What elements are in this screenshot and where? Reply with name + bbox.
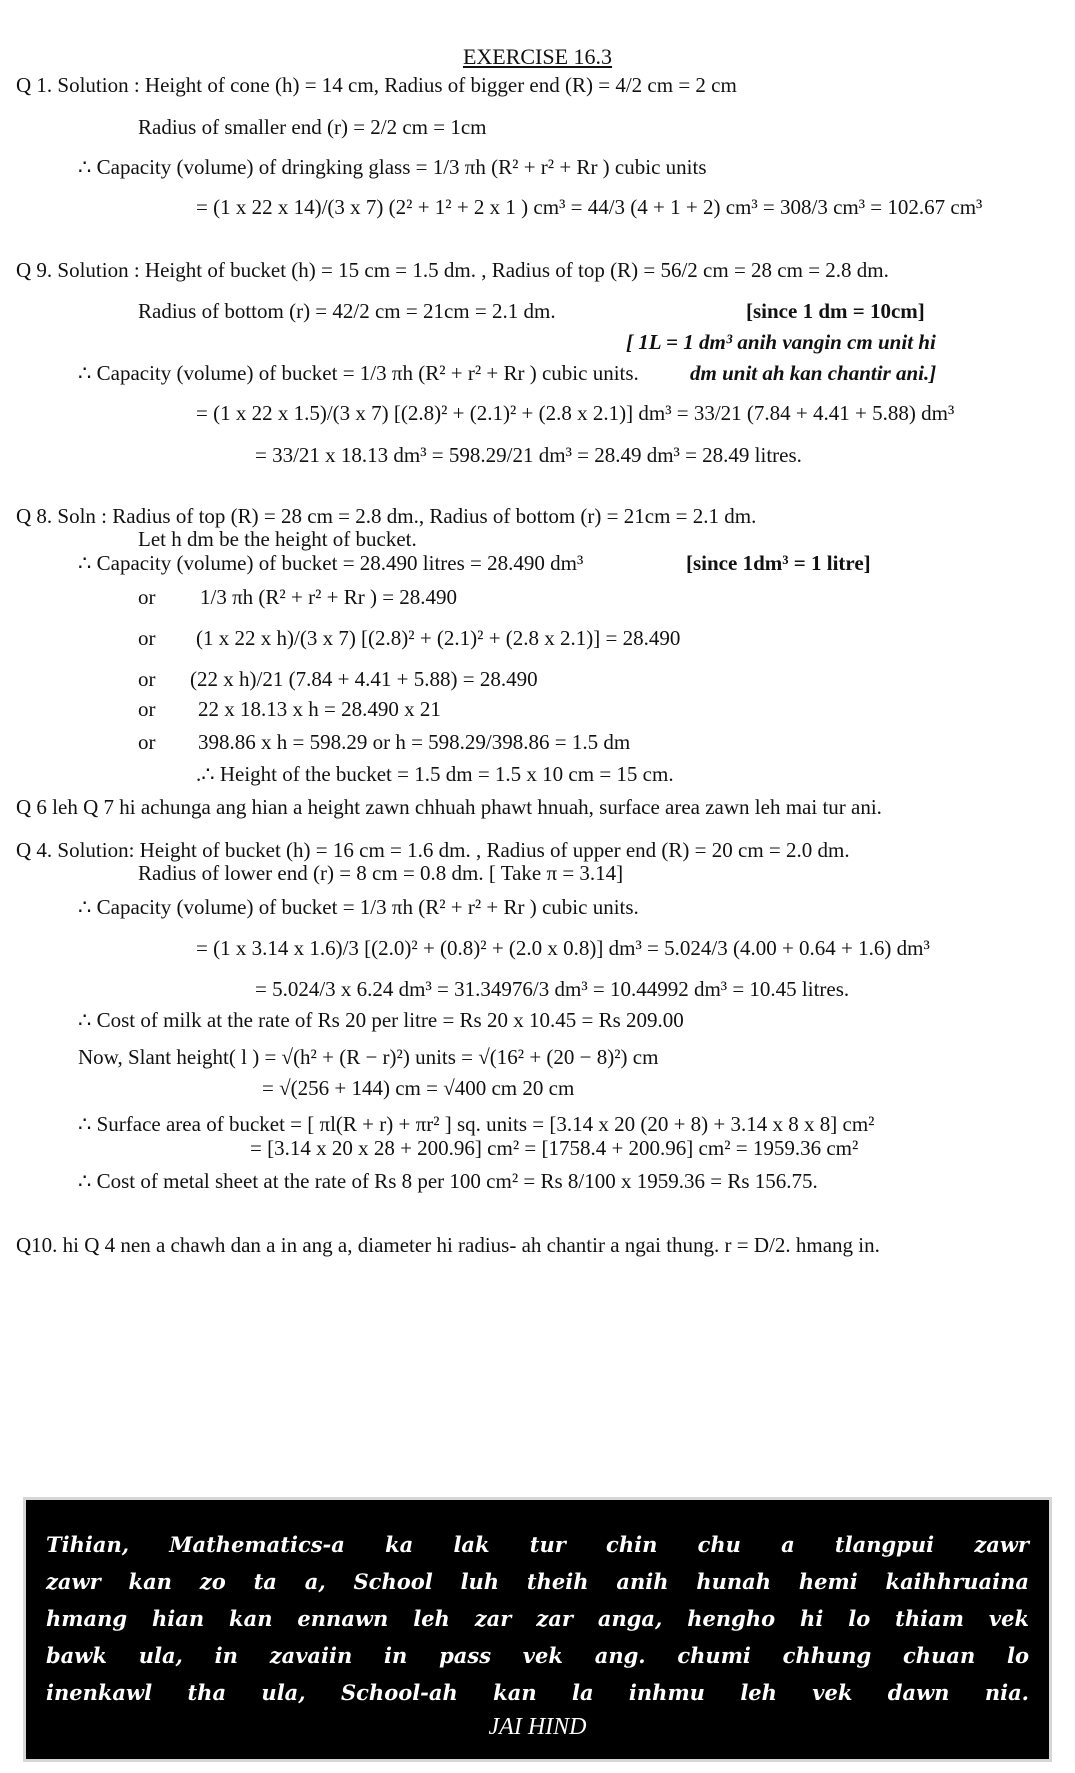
q4-line: Q 4. Solution: Height of bucket (h) = 16 cm = 1.6 dm. , Radius of upper end (R) = 20 cm = 2.0 dm. [16,838,850,862]
q8-or: or [138,626,156,650]
message-banner [23,1497,1052,1762]
q9-line: = 33/21 x 18.13 dm³ = 598.29/21 dm³ = 28.49 dm³ = 28.49 litres. [255,443,802,467]
q4-line: ∴ Capacity (volume) of bucket = 1/3 πh (R² + r² + Rr ) cubic units. [78,895,639,919]
q4-line: ∴ Surface area of bucket = [ πl(R + r) + πr² ] sq. units = [3.14 x 20 (20 + 8) + 3.14 x 8 x 8] cm² [78,1112,875,1136]
q8-line: 1/3 πh (R² + r² + Rr ) = 28.490 [200,585,458,609]
q8-or: or [138,585,156,609]
q8-or: or [138,667,156,691]
q4-line: = (1 x 3.14 x 1.6)/3 [(2.0)² + (0.8)² + (2.0 x 0.8)] dm³ = 5.024/3 (4.00 + 0.64 + 1.6) dm³ [196,936,930,960]
q9-line: Radius of bottom (r) = 42/2 cm = 21cm = 2.1 dm. [138,299,556,323]
q4-line: = √(256 + 144) cm = √400 cm 20 cm [262,1076,575,1100]
banner-text-line: bawk ula, in zavaiin in pass vek ang. chumi chhung chuan lo [46,1643,1029,1668]
q8-line: .∴ Height of the bucket = 1.5 dm = 1.5 x 10 cm = 15 cm. [196,762,674,786]
q8-line: 22 x 18.13 x h = 28.490 x 21 [198,697,441,721]
unit-note: dm unit ah kan chantir ani.] [690,361,937,385]
q4-line: = 5.024/3 x 6.24 dm³ = 31.34976/3 dm³ = 10.44992 dm³ = 10.45 litres. [255,977,850,1001]
q8-line: (22 x h)/21 (7.84 + 4.41 + 5.88) = 28.490 [190,667,538,691]
q8-line: (1 x 22 x h)/(3 x 7) [(2.8)² + (2.1)² + (2.8 x 2.1)] = 28.490 [196,626,681,650]
q6-q7-note: Q 6 leh Q 7 hi achunga ang hian a height zawn chhuah phawt hnuah, surface area zawn leh mai tur ani. [16,795,882,819]
q4-line: = [3.14 x 20 x 28 + 200.96] cm² = [1758.4 + 200.96] cm² = 1959.36 cm² [250,1136,859,1160]
unit-note: [since 1 dm = 10cm] [746,299,925,323]
page-title: EXERCISE 16.3 [462,44,613,69]
q1-line: = (1 x 22 x 14)/(3 x 7) (2² + 1² + 2 x 1 ) cm³ = 44/3 (4 + 1 + 2) cm³ = 308/3 cm³ = 102.67 cm³ [196,195,983,219]
q1-line: Radius of smaller end (r) = 2/2 cm = 1cm [138,115,487,139]
banner-text-line: zawr kan zo ta a, School luh theih anih hunah hemi kaihhruaina [46,1569,1029,1594]
q4-line: ∴ Cost of milk at the rate of Rs 20 per litre = Rs 20 x 10.45 = Rs 209.00 [78,1008,684,1032]
q9-line: Q 9. Solution : Height of bucket (h) = 15 cm = 1.5 dm. , Radius of top (R) = 56/2 cm = 28 cm = 2.8 dm. [16,258,889,282]
q9-line: = (1 x 22 x 1.5)/(3 x 7) [(2.8)² + (2.1)² + (2.8 x 2.1)] dm³ = 33/21 (7.84 + 4.41 + 5.88) dm³ [196,401,955,425]
banner-text-line: Tihian, Mathematics-a ka lak tur chin chu a tlangpui zawr [46,1532,1029,1557]
q9-line: ∴ Capacity (volume) of bucket = 1/3 πh (R² + r² + Rr ) cubic units. [78,361,639,385]
q10-line: Q10. hi Q 4 nen a chawh dan a in ang a, diameter hi radius- ah chantir a ngai thung. r = D/2. hmang in. [16,1233,880,1257]
unit-note: [since 1dm³ = 1 litre] [686,551,871,575]
q4-line: Now, Slant height( l ) = √(h² + (R − r)²) units = √(16² + (20 − 8)²) cm [78,1045,659,1069]
banner-signoff: JAI HIND [488,1714,587,1740]
q8-line: ∴ Capacity (volume) of bucket = 28.490 litres = 28.490 dm³ [78,551,584,575]
q8-line: Let h dm be the height of bucket. [138,527,417,551]
q4-line: Radius of lower end (r) = 8 cm = 0.8 dm. [ Take π = 3.14] [138,861,624,885]
q1-line: Q 1. Solution : Height of cone (h) = 14 cm, Radius of bigger end (R) = 4/2 cm = 2 cm [16,73,737,97]
q8-line: 398.86 x h = 598.29 or h = 598.29/398.86 = 1.5 dm [198,730,631,754]
banner-text-line: hmang hian kan ennawn leh zar zar anga, hengho hi lo thiam vek [46,1606,1029,1631]
banner-text-line: inenkawl tha ula, School-ah kan la inhmu leh vek dawn nia. [46,1680,1029,1705]
unit-note: [ 1L = 1 dm³ anih vangin cm unit hi [626,330,936,354]
q8-line: Q 8. Soln : Radius of top (R) = 28 cm = 2.8 dm., Radius of bottom (r) = 21cm = 2.1 dm. [16,504,757,528]
q4-line: ∴ Cost of metal sheet at the rate of Rs 8 per 100 cm² = Rs 8/100 x 1959.36 = Rs 156.75. [78,1169,818,1193]
q8-or: or [138,730,156,754]
q1-line: ∴ Capacity (volume) of dringking glass = 1/3 πh (R² + r² + Rr ) cubic units [78,155,707,179]
q8-or: or [138,697,156,721]
